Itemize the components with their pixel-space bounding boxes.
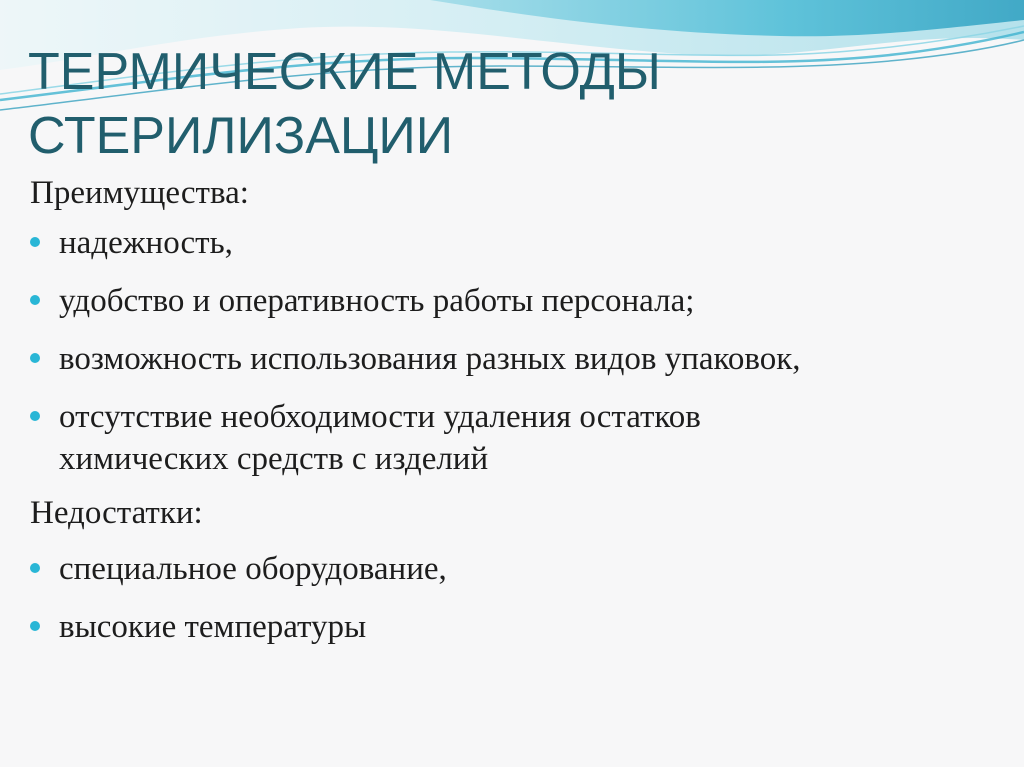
list-item-text: отсутствие необходимости удаления остатков	[59, 399, 701, 435]
list-item	[30, 396, 990, 480]
bullet-dot-icon	[30, 411, 40, 421]
list-item	[30, 280, 990, 322]
list-item	[30, 222, 990, 264]
bullet-dot-icon	[30, 237, 40, 247]
bullet-dot-icon	[30, 563, 40, 573]
list-item-text: удобство и оперативность работы персонала;	[59, 283, 695, 319]
list-item-text: надежность,	[59, 225, 233, 261]
advantages-list	[30, 222, 990, 480]
list-item	[30, 606, 990, 648]
bullet-dot-icon	[30, 295, 40, 305]
page-title	[28, 40, 661, 168]
list-item-text: специальное оборудование,	[59, 551, 447, 587]
list-item	[30, 338, 990, 380]
slide-content	[30, 172, 990, 664]
title-line-1: ТЕРМИЧЕСКИЕ МЕТОДЫ	[28, 43, 661, 101]
list-item-text: высокие температуры	[59, 609, 367, 645]
bullet-dot-icon	[30, 353, 40, 363]
title-line-2: СТЕРИЛИЗАЦИИ	[28, 107, 454, 165]
list-item-text-continued: химических средств с изделий	[59, 441, 489, 477]
disadvantages-list	[30, 548, 990, 648]
bullet-dot-icon	[30, 621, 40, 631]
list-item-text: возможность использования разных видов упаковок,	[59, 341, 801, 377]
advantages-heading: Преимущества:	[30, 175, 249, 211]
disadvantages-heading: Недостатки:	[30, 495, 203, 531]
list-item	[30, 548, 990, 590]
